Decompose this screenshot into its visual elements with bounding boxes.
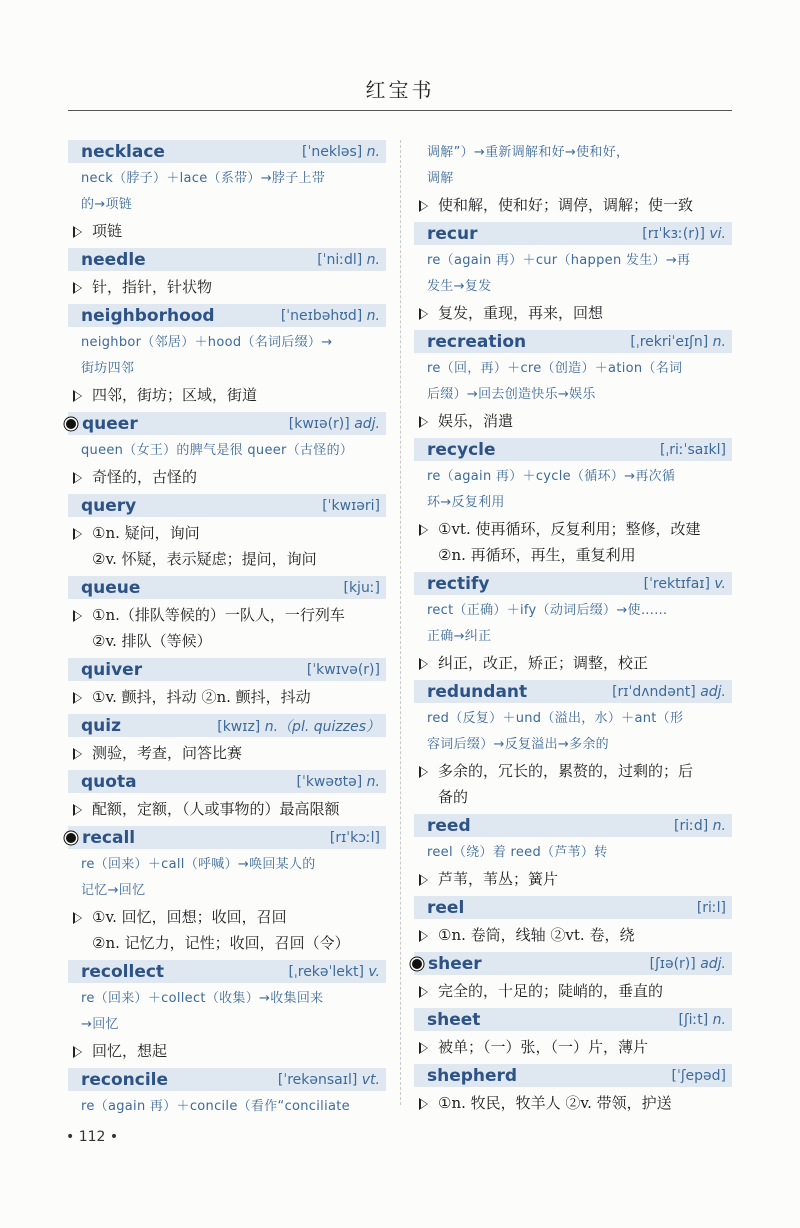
dictionary-entry bbox=[414, 814, 732, 892]
phonetic-and-pos bbox=[288, 964, 380, 980]
phonetic-and-pos bbox=[330, 830, 380, 846]
phonetic: [ˈkwəʊtə] bbox=[296, 773, 363, 790]
entry-header bbox=[414, 1064, 732, 1087]
triangle-bullet-icon bbox=[73, 804, 82, 816]
entry-header bbox=[414, 952, 732, 975]
etymology-line: reel（绕）着 reed（芦苇）转 bbox=[427, 845, 608, 860]
meaning-line: 备的 bbox=[438, 788, 469, 806]
etymology-line: re（again 再）＋cur（happen 发生）→再 bbox=[427, 253, 691, 268]
meaning-line: 芦苇，苇丛；簧片 bbox=[438, 870, 559, 888]
part-of-speech: n. bbox=[366, 251, 380, 268]
headword: recall bbox=[82, 827, 136, 848]
phonetic: [rɪˈkɜː(r)] bbox=[642, 225, 705, 242]
phonetic: [rɪˈkɔːl] bbox=[329, 829, 380, 846]
part-of-speech: vt. bbox=[361, 1071, 380, 1088]
headword: queue bbox=[81, 577, 141, 598]
key-word-marker-icon bbox=[412, 959, 422, 969]
headword: quota bbox=[81, 771, 137, 792]
dictionary-entry bbox=[414, 572, 732, 676]
phonetic-and-pos bbox=[307, 662, 380, 678]
meaning-line: 测验，考查，问答比赛 bbox=[92, 744, 243, 762]
dictionary-entry bbox=[68, 248, 386, 300]
headword: reed bbox=[427, 815, 471, 836]
phonetic: [riːd] bbox=[674, 817, 709, 834]
phonetic: [kwɪə(r)] bbox=[288, 415, 350, 432]
headword: reel bbox=[427, 897, 465, 918]
triangle-bullet-icon bbox=[73, 1046, 82, 1058]
meaning bbox=[414, 978, 732, 1004]
phonetic: [ˌrekriˈeɪʃn] bbox=[630, 333, 709, 350]
meaning bbox=[68, 740, 386, 766]
meaning bbox=[68, 904, 386, 956]
entry-header bbox=[414, 330, 732, 353]
etymology-line: 发生→复发 bbox=[427, 279, 492, 294]
part-of-speech: adj. bbox=[700, 955, 726, 972]
column-divider bbox=[400, 140, 401, 1105]
triangle-bullet-icon bbox=[73, 610, 82, 622]
dictionary-entry bbox=[68, 826, 386, 956]
etymology-line: 正确→纠正 bbox=[427, 629, 492, 644]
phonetic: [ˈʃepəd] bbox=[671, 1067, 726, 1084]
etymology-line: queen（女王）的脾气是很 queer（古怪的） bbox=[81, 443, 354, 458]
entry-header bbox=[68, 826, 386, 849]
dictionary-entry bbox=[414, 1008, 732, 1060]
headword: query bbox=[81, 495, 137, 516]
phonetic-and-pos bbox=[281, 308, 380, 324]
phonetic-and-pos bbox=[302, 144, 380, 160]
entry-header bbox=[68, 960, 386, 983]
headword: redundant bbox=[427, 681, 528, 702]
phonetic-and-pos bbox=[317, 252, 380, 268]
headword: quiz bbox=[81, 715, 121, 736]
triangle-bullet-icon bbox=[419, 930, 428, 942]
entry-header bbox=[68, 248, 386, 271]
entry-header bbox=[68, 140, 386, 163]
entry-header bbox=[68, 412, 386, 435]
phonetic: [ˈnekləs] bbox=[302, 143, 363, 160]
phonetic: [ˈrektɪfaɪ] bbox=[643, 575, 710, 592]
phonetic: [kwɪz] bbox=[217, 718, 261, 735]
dictionary-entry bbox=[68, 714, 386, 766]
meaning bbox=[414, 1034, 732, 1060]
entry-header bbox=[68, 770, 386, 793]
phonetic-and-pos bbox=[278, 1072, 380, 1088]
headword: reconcile bbox=[81, 1069, 169, 1090]
phonetic: [kjuː] bbox=[343, 579, 380, 596]
entry-header bbox=[414, 680, 732, 703]
dictionary-entry bbox=[68, 576, 386, 654]
etymology-line: re（回来）＋call（呼喊）→唤回某人的 bbox=[81, 857, 316, 872]
phonetic-and-pos bbox=[343, 580, 380, 596]
meaning-line: 奇怪的，古怪的 bbox=[92, 468, 198, 486]
entry-header bbox=[414, 1008, 732, 1031]
meaning-line: 使和解，使和好；调停，调解；使一致 bbox=[438, 196, 694, 214]
page-title: 红宝书 bbox=[365, 78, 435, 102]
triangle-bullet-icon bbox=[73, 748, 82, 760]
meaning-line: ①v. 回忆，回想；收回，召回 bbox=[92, 908, 287, 926]
etymology-line: 的→项链 bbox=[81, 197, 133, 212]
dictionary-entry bbox=[414, 140, 732, 218]
dictionary-entry bbox=[414, 438, 732, 568]
part-of-speech: v. bbox=[714, 575, 726, 592]
meaning-line: ①n. 疑问，询问 bbox=[92, 524, 200, 542]
entry-header bbox=[68, 714, 386, 737]
entry-header bbox=[414, 896, 732, 919]
meaning bbox=[414, 192, 732, 218]
phonetic-and-pos bbox=[660, 442, 726, 458]
meaning bbox=[414, 758, 732, 810]
etymology-line: 后缀）→回去创造快乐→娱乐 bbox=[427, 387, 596, 402]
meaning-line: 配额，定额，（人或事物的）最高限额 bbox=[92, 800, 340, 818]
etymology-line: 环→反复利用 bbox=[427, 495, 505, 510]
triangle-bullet-icon bbox=[73, 528, 82, 540]
meaning-line: ①vt. 使再循环，反复利用；整修，改建 bbox=[438, 520, 701, 538]
meaning bbox=[68, 684, 386, 710]
entry-header bbox=[414, 814, 732, 837]
left-column bbox=[68, 140, 386, 1124]
meaning-line: 多余的，冗长的，累赘的，过剩的；后 bbox=[438, 762, 694, 780]
phonetic-and-pos bbox=[289, 416, 380, 432]
phonetic: [ˈkwɪvə(r)] bbox=[306, 661, 380, 678]
meaning-line: 针，指针，针状物 bbox=[92, 278, 213, 296]
meaning bbox=[68, 1038, 386, 1064]
etymology-line: re（again 再）＋concile（看作“conciliate bbox=[81, 1099, 350, 1114]
meaning bbox=[68, 382, 386, 408]
etymology-line: neighbor（邻居）＋hood（名词后缀）→ bbox=[81, 335, 333, 350]
meaning bbox=[414, 408, 732, 434]
meaning-line: ②n. 记忆力，记性；收回，召回（令） bbox=[92, 934, 350, 952]
phonetic-and-pos bbox=[697, 900, 726, 916]
triangle-bullet-icon bbox=[419, 1098, 428, 1110]
phonetic-and-pos bbox=[612, 684, 726, 700]
triangle-bullet-icon bbox=[419, 986, 428, 998]
phonetic-and-pos bbox=[674, 818, 726, 834]
meaning-line: ②v. 怀疑，表示疑虑；提问，询问 bbox=[92, 550, 317, 568]
etymology-line: re（回，再）＋cre（创造）＋ation（名词 bbox=[427, 361, 683, 376]
phonetic-and-pos bbox=[217, 716, 380, 736]
etymology-line: 记忆→回忆 bbox=[81, 883, 146, 898]
dictionary-entry bbox=[414, 680, 732, 810]
headword: necklace bbox=[81, 141, 165, 162]
etymology-line: re（回来）＋collect（收集）→收集回来 bbox=[81, 991, 324, 1006]
etymology-line: →回忆 bbox=[81, 1017, 119, 1032]
triangle-bullet-icon bbox=[419, 658, 428, 670]
entry-header bbox=[414, 222, 732, 245]
etymology-line: red（反复）＋und（溢出，水）＋ant（形 bbox=[427, 711, 684, 726]
etymology-line: 调解 bbox=[427, 171, 454, 186]
phonetic: [riːl] bbox=[696, 899, 726, 916]
meaning bbox=[68, 274, 386, 300]
headword: neighborhood bbox=[81, 305, 215, 326]
etymology-line: re（again 再）＋cycle（循环）→再次循 bbox=[427, 469, 676, 484]
meaning bbox=[414, 922, 732, 948]
part-of-speech: n. bbox=[366, 307, 380, 324]
headword: recollect bbox=[81, 961, 165, 982]
phonetic-and-pos bbox=[322, 498, 380, 514]
dictionary-entry bbox=[414, 952, 732, 1004]
triangle-bullet-icon bbox=[419, 308, 428, 320]
meaning-line: 完全的，十足的；陡峭的，垂直的 bbox=[438, 982, 664, 1000]
etymology-line: rect（正确）＋ify（动词后缀）→使…… bbox=[427, 603, 668, 618]
meaning-line: 回忆，想起 bbox=[92, 1042, 168, 1060]
phonetic-and-pos bbox=[642, 226, 726, 242]
meaning bbox=[414, 300, 732, 326]
dictionary-entry bbox=[68, 770, 386, 822]
dictionary-entry bbox=[68, 658, 386, 710]
headword: recycle bbox=[427, 439, 496, 460]
part-of-speech: n. bbox=[712, 333, 726, 350]
part-of-speech: n. bbox=[712, 817, 726, 834]
headword: rectify bbox=[427, 573, 490, 594]
meaning-line: 被单；（一）张，（一）片，薄片 bbox=[438, 1038, 649, 1056]
phonetic-and-pos bbox=[644, 576, 726, 592]
part-of-speech: n. bbox=[366, 143, 380, 160]
meaning bbox=[414, 866, 732, 892]
phonetic-and-pos bbox=[678, 1012, 726, 1028]
headword: recreation bbox=[427, 331, 527, 352]
phonetic-and-pos bbox=[672, 1068, 726, 1084]
headword: sheet bbox=[427, 1009, 481, 1030]
triangle-bullet-icon bbox=[419, 874, 428, 886]
entry-header bbox=[68, 658, 386, 681]
meaning-line: ①n. 牧民，牧羊人 ②v. 带领，护送 bbox=[438, 1094, 672, 1112]
headword: needle bbox=[81, 249, 146, 270]
meaning-line: 娱乐，消遣 bbox=[438, 412, 514, 430]
dictionary-entry bbox=[414, 330, 732, 434]
phonetic-and-pos bbox=[630, 334, 726, 350]
phonetic: [ˈneɪbəhʊd] bbox=[280, 307, 363, 324]
meaning-line: ①n.（排队等候的）一队人，一行列车 bbox=[92, 606, 345, 624]
phonetic: [rɪˈdʌndənt] bbox=[612, 683, 696, 700]
triangle-bullet-icon bbox=[73, 390, 82, 402]
triangle-bullet-icon bbox=[419, 1042, 428, 1054]
phonetic: [ʃiːt] bbox=[678, 1011, 709, 1028]
headword: queer bbox=[82, 413, 138, 434]
entry-header bbox=[414, 438, 732, 461]
page-number: • 112 • bbox=[66, 1129, 119, 1145]
entry-header bbox=[414, 572, 732, 595]
dictionary-entry bbox=[68, 1068, 386, 1120]
meaning-line: ②n. 再循环，再生，重复利用 bbox=[438, 546, 636, 564]
phonetic: [ˌrekəˈlekt] bbox=[288, 963, 364, 980]
entry-header bbox=[68, 304, 386, 327]
part-of-speech: n. bbox=[712, 1011, 726, 1028]
meaning-line: ②v. 排队（等候） bbox=[92, 632, 212, 650]
triangle-bullet-icon bbox=[73, 226, 82, 238]
meaning bbox=[68, 218, 386, 244]
phonetic-and-pos bbox=[650, 956, 726, 972]
entry-header bbox=[68, 576, 386, 599]
headword: recur bbox=[427, 223, 478, 244]
dictionary-entry bbox=[414, 896, 732, 948]
phonetic-and-pos bbox=[297, 774, 380, 790]
dictionary-entry bbox=[414, 222, 732, 326]
part-of-speech: v. bbox=[368, 963, 380, 980]
phonetic: [ˈniːdl] bbox=[317, 251, 363, 268]
dictionary-entry bbox=[414, 1064, 732, 1116]
entry-header bbox=[68, 1068, 386, 1091]
etymology-line: 容词后缀）→反复溢出→多余的 bbox=[427, 737, 609, 752]
entry-header bbox=[68, 494, 386, 517]
etymology-line: 调解”）→重新调解和好→使和好， bbox=[427, 145, 630, 160]
title-rule bbox=[68, 110, 732, 111]
meaning bbox=[68, 796, 386, 822]
meaning-line: ①n. 卷筒，线轴 ②vt. 卷，绕 bbox=[438, 926, 635, 944]
key-word-marker-icon bbox=[66, 419, 76, 429]
phonetic: [ˌriːˈsaɪkl] bbox=[659, 441, 726, 458]
meaning bbox=[68, 602, 386, 654]
part-of-speech: n.（pl. quizzes） bbox=[264, 718, 380, 735]
phonetic: [ˈrekənsaɪl] bbox=[277, 1071, 358, 1088]
etymology-line: 街坊四邻 bbox=[81, 361, 135, 376]
part-of-speech: vi. bbox=[709, 225, 726, 242]
part-of-speech: adj. bbox=[700, 683, 726, 700]
meaning bbox=[414, 516, 732, 568]
etymology-line: neck（脖子）＋lace（系带）→脖子上带 bbox=[81, 171, 326, 186]
meaning bbox=[414, 1090, 732, 1116]
triangle-bullet-icon bbox=[419, 766, 428, 778]
meaning-line: 项链 bbox=[92, 222, 123, 240]
dictionary-entry bbox=[68, 494, 386, 572]
key-word-marker-icon bbox=[66, 833, 76, 843]
right-column bbox=[414, 140, 732, 1120]
headword: quiver bbox=[81, 659, 143, 680]
meaning-line: 四邻，街坊；区域，街道 bbox=[92, 386, 258, 404]
triangle-bullet-icon bbox=[73, 472, 82, 484]
triangle-bullet-icon bbox=[73, 692, 82, 704]
headword: shepherd bbox=[427, 1065, 518, 1086]
dictionary-entry bbox=[68, 412, 386, 490]
meaning bbox=[68, 520, 386, 572]
phonetic: [ˈkwɪəri] bbox=[322, 497, 380, 514]
triangle-bullet-icon bbox=[73, 912, 82, 924]
part-of-speech: n. bbox=[366, 773, 380, 790]
triangle-bullet-icon bbox=[73, 282, 82, 294]
meaning bbox=[68, 464, 386, 490]
headword: sheer bbox=[428, 953, 482, 974]
phonetic: [ʃɪə(r)] bbox=[649, 955, 696, 972]
meaning-line: ①v. 颤抖，抖动 ②n. 颤抖，抖动 bbox=[92, 688, 311, 706]
dictionary-entry bbox=[68, 140, 386, 244]
meaning-line: 纠正，改正，矫正；调整，校正 bbox=[438, 654, 649, 672]
triangle-bullet-icon bbox=[419, 416, 428, 428]
dictionary-entry bbox=[68, 960, 386, 1064]
triangle-bullet-icon bbox=[419, 200, 428, 212]
triangle-bullet-icon bbox=[419, 524, 428, 536]
part-of-speech: adj. bbox=[354, 415, 380, 432]
dictionary-entry bbox=[68, 304, 386, 408]
meaning bbox=[414, 650, 732, 676]
meaning-line: 复发，重现，再来，回想 bbox=[438, 304, 604, 322]
